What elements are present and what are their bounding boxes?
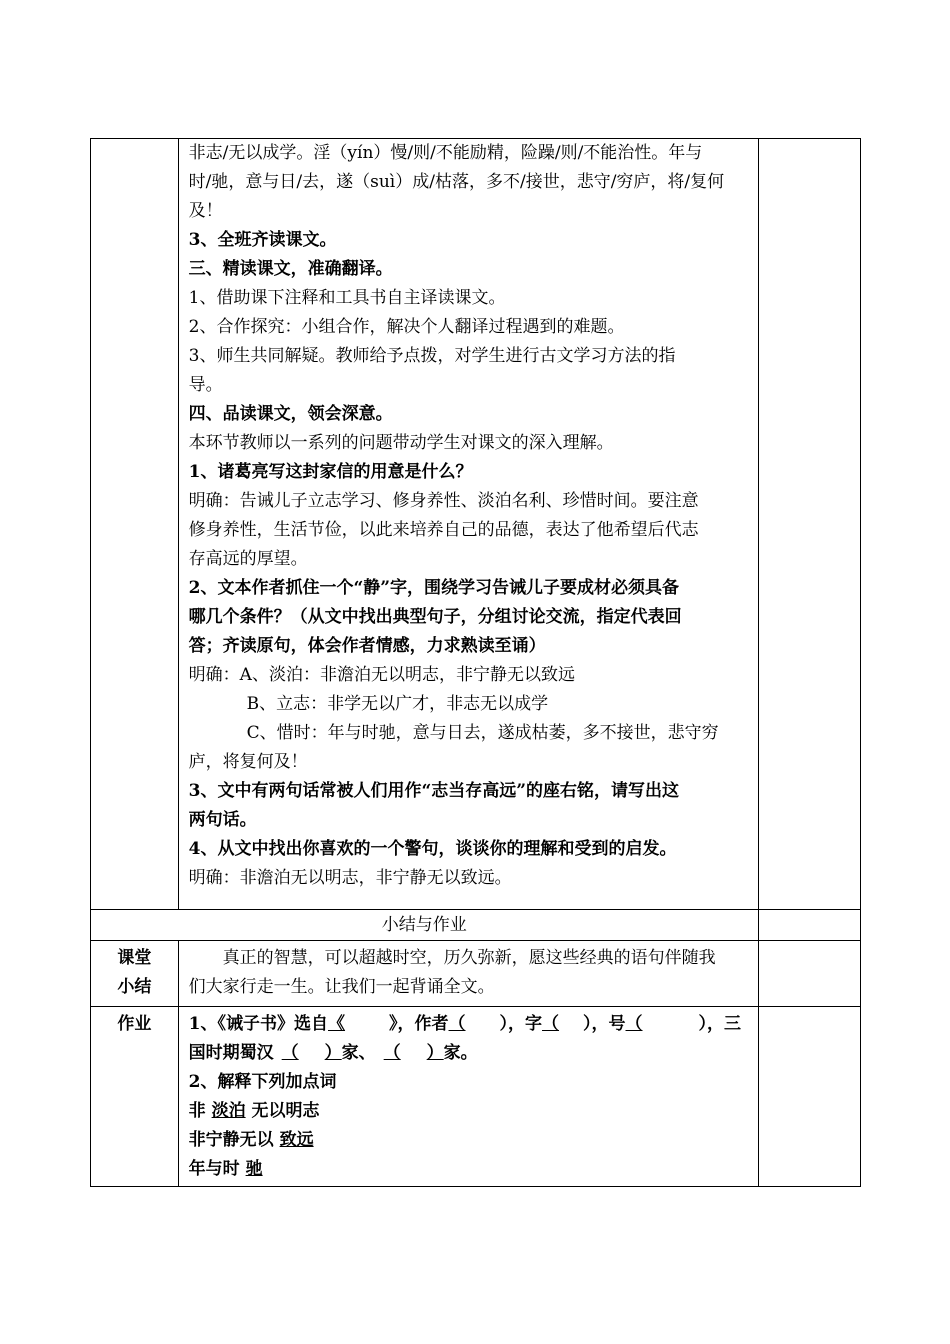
text: ），三 bbox=[698, 1014, 742, 1034]
blank-title: （ bbox=[625, 1014, 643, 1034]
answer-line: 修身养性，生活节俭，以此来培养自己的品德，表达了他希望后代志 bbox=[188, 520, 699, 540]
blank-identity-2: （ ） bbox=[383, 1043, 444, 1063]
class-summary-label: 课堂 bbox=[117, 948, 152, 968]
answer-line: 庐，将复何及！ bbox=[188, 752, 308, 772]
word-item: 非宁静无以 致远 bbox=[188, 1130, 314, 1150]
text: 》，作者 bbox=[389, 1014, 449, 1034]
section-heading: 四、品读课文，领会深意。 bbox=[188, 404, 393, 424]
homework-label-cell bbox=[91, 1007, 179, 1187]
text-line: 本环节教师以一系列的问题带动学生对课文的深入理解。 bbox=[188, 433, 614, 453]
homework-label: 作业 bbox=[117, 1014, 152, 1034]
word-item: 年与时 驰 bbox=[188, 1159, 263, 1179]
section-heading: 三、精读课文，准确翻译。 bbox=[188, 259, 393, 279]
text-line: 2、合作探究：小组合作，解决个人翻译过程遇到的难题。 bbox=[188, 317, 625, 337]
reading-content-cell bbox=[178, 139, 758, 910]
class-summary-label: 小结 bbox=[117, 977, 152, 997]
question: 1、诸葛亮写这封家信的用意是什么？ bbox=[188, 462, 473, 482]
text-line: 及！ bbox=[188, 201, 223, 221]
text-line: 导。 bbox=[188, 375, 223, 395]
right-empty-cell bbox=[758, 910, 860, 941]
text-line: 时/驰，意与日/去，遂（suì）成/枯落，多不/接世，悲守/穷庐，将/复何 bbox=[188, 172, 725, 192]
answer-line: 明确：非澹泊无以明志，非宁静无以致远。 bbox=[188, 868, 512, 888]
question: 2、文本作者抓住一个“静”字，围绕学习告诫儿子要成材必须具备 bbox=[188, 578, 680, 598]
homework-content-cell bbox=[178, 1007, 758, 1187]
right-empty-cell bbox=[758, 941, 860, 1007]
blank-source: 《 bbox=[328, 1014, 346, 1034]
text-line: 1、借助课下注释和工具书自主译读课文。 bbox=[188, 288, 506, 308]
question: 3、文中有两句话常被人们用作“志当存高远”的座右铭，请写出这 bbox=[188, 781, 680, 801]
summary-header: 小结与作业 bbox=[381, 915, 467, 935]
class-summary-content-cell bbox=[178, 941, 758, 1007]
reading-row bbox=[91, 139, 861, 910]
blank-identity-1: （ ） bbox=[281, 1043, 342, 1063]
question: 哪几个条件？（从文中找出典型句子，分组讨论交流，指定代表回 bbox=[188, 607, 682, 627]
question: 两句话。 bbox=[188, 810, 257, 830]
homework-q1 bbox=[189, 1010, 750, 1039]
summary-header-cell bbox=[91, 910, 759, 941]
lesson-table bbox=[90, 138, 861, 1187]
class-summary-label-cell bbox=[91, 941, 179, 1007]
word-item: 非 淡泊 无以明志 bbox=[188, 1101, 320, 1121]
left-empty-cell bbox=[91, 139, 179, 910]
homework-q2: 2、解释下列加点词 bbox=[188, 1072, 337, 1092]
step-heading: 3、全班齐读课文。 bbox=[188, 230, 337, 250]
text-line: 3、师生共同解疑。教师给予点拨，对学生进行古文学习方法的指 bbox=[188, 346, 676, 366]
text: ），字 bbox=[499, 1014, 543, 1034]
homework-q1-line2: 国时期蜀汉 （ ）家、 （ ）家。 bbox=[188, 1043, 478, 1063]
text: 1、《诫子书》选自 bbox=[188, 1014, 329, 1034]
right-empty-cell bbox=[758, 1007, 860, 1187]
text: ），号 bbox=[583, 1014, 626, 1034]
answer-line: C、惜时：年与时驰，意与日去，遂成枯萎，多不接世，悲守穷 bbox=[246, 723, 719, 743]
summary-header-row bbox=[91, 910, 861, 941]
answer-line: 明确：A、淡泊：非澹泊无以明志，非宁静无以致远 bbox=[188, 665, 575, 685]
answer-line: 存高远的厚望。 bbox=[188, 549, 308, 569]
question: 答；齐读原句，体会作者情感，力求熟读至诵） bbox=[188, 636, 546, 656]
blank-courtesy-name: （ bbox=[542, 1014, 560, 1034]
summary-text: 们大家行走一生。让我们一起背诵全文。 bbox=[188, 977, 495, 997]
answer-line: B、立志：非学无以广才，非志无以成学 bbox=[246, 694, 549, 714]
blank-author: （ bbox=[448, 1014, 466, 1034]
homework-row bbox=[91, 1007, 861, 1187]
answer-line: 明确：告诫儿子立志学习、修身养性、淡泊名利、珍惜时间。要注意 bbox=[188, 491, 699, 511]
class-summary-row bbox=[91, 941, 861, 1007]
text-line: 非志/无以成学。淫（yín）慢/则/不能励精，险躁/则/不能治性。年与 bbox=[188, 143, 703, 163]
question: 4、从文中找出你喜欢的一个警句，谈谈你的理解和受到的启发。 bbox=[188, 839, 677, 859]
right-empty-cell bbox=[758, 139, 860, 910]
summary-text: 真正的智慧，可以超越时空，历久弥新，愿这些经典的语句伴随我 bbox=[222, 948, 716, 968]
